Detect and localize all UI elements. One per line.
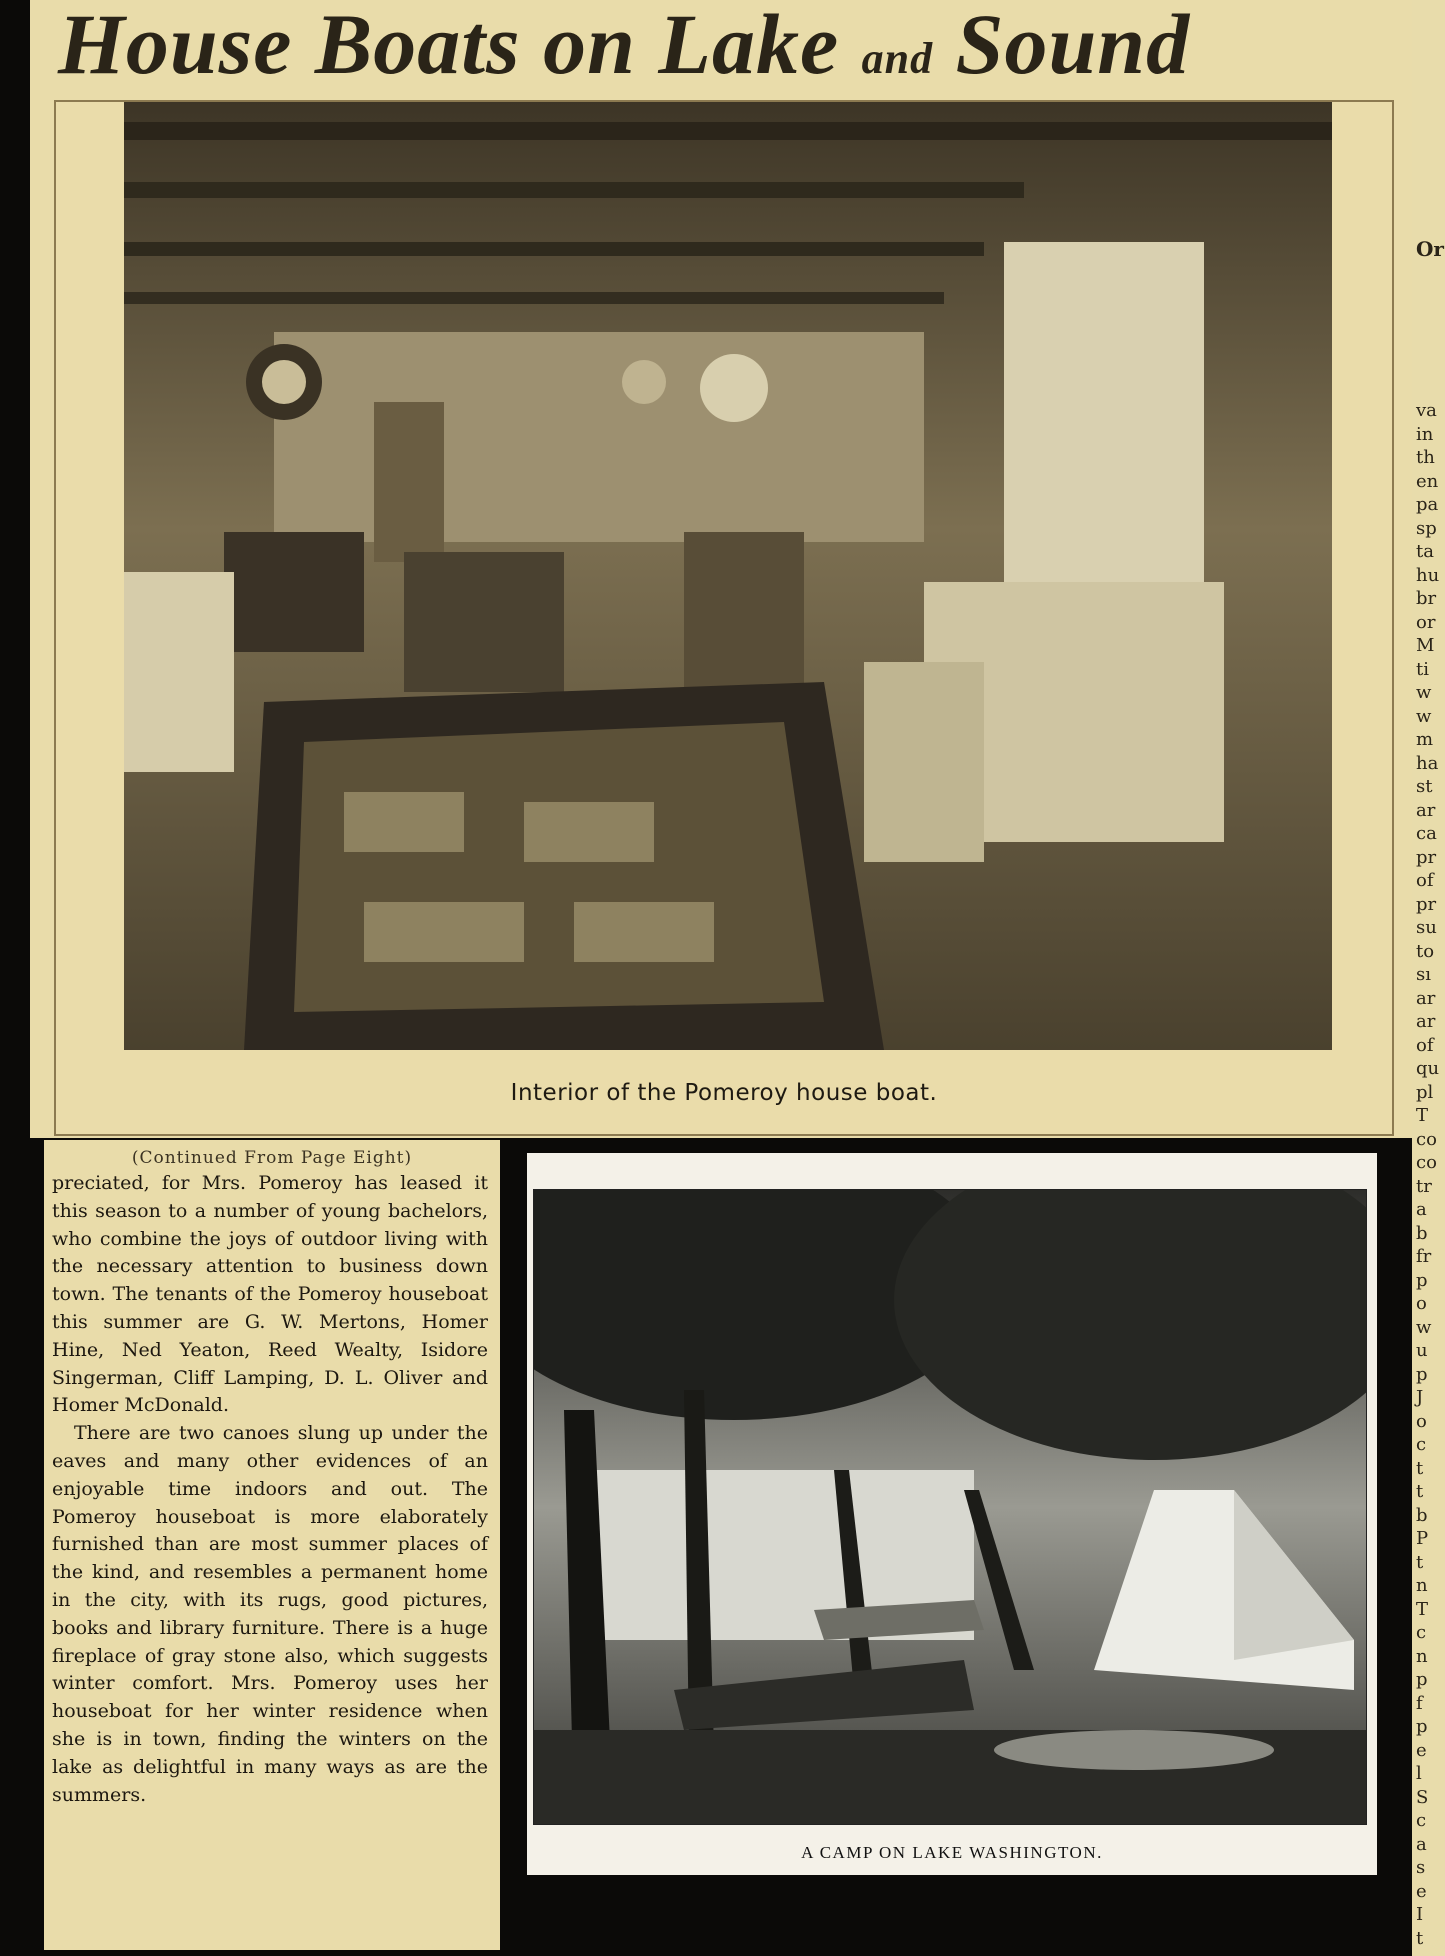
- column-fragment-text: t: [1416, 1457, 1424, 1479]
- column-fragment-text: br: [1416, 588, 1437, 609]
- column-fragment-text: pr: [1416, 846, 1437, 868]
- column-fragment-text: p: [1416, 1716, 1428, 1737]
- column-fragment-text: u: [1416, 1340, 1428, 1361]
- column-fragment-text: e: [1416, 1739, 1427, 1761]
- column-fragment-text: co: [1416, 1152, 1437, 1173]
- adjacent-column-fragment: [1412, 0, 1445, 1956]
- column-fragment-text: tr: [1416, 1175, 1432, 1197]
- column-fragment-text: hu: [1416, 564, 1440, 586]
- camp-photo-clipping: [527, 1153, 1377, 1875]
- headline: [58, 0, 1418, 94]
- column-fragment-text: in: [1416, 423, 1434, 445]
- column-fragment-text: pr: [1416, 893, 1437, 915]
- column-fragment-text: c: [1416, 1434, 1427, 1455]
- column-fragment-text: b: [1416, 1222, 1428, 1244]
- column-fragment-text: or: [1416, 611, 1436, 633]
- headline-connector: and: [861, 34, 934, 83]
- column-fragment-text: sı: [1416, 964, 1431, 985]
- column-fragment-text: f: [1416, 1692, 1423, 1714]
- column-fragment-text: of: [1416, 870, 1434, 891]
- column-fragment-text: o: [1416, 1410, 1427, 1432]
- column-fragment-text: of: [1416, 1034, 1434, 1056]
- column-fragment-text: I: [1416, 1904, 1424, 1925]
- column-fragment-text: p: [1416, 1669, 1428, 1690]
- column-fragment-text: M: [1416, 635, 1435, 656]
- column-fragment-text: pl: [1416, 1081, 1434, 1103]
- column-fragment-text: Or: [1416, 237, 1444, 261]
- column-fragment-text: t: [1416, 1551, 1424, 1573]
- column-fragment-text: c: [1416, 1810, 1427, 1831]
- camp-photo-caption: A CAMP ON LAKE WASHINGTON.: [801, 1843, 1103, 1862]
- column-fragment-text: fr: [1416, 1246, 1432, 1267]
- column-fragment-text: t: [1416, 1481, 1424, 1502]
- column-fragment-text: pa: [1416, 494, 1439, 515]
- column-fragment-text: s: [1416, 1857, 1426, 1878]
- column-fragment-text: n: [1416, 1645, 1428, 1667]
- column-fragment-text: va: [1416, 400, 1437, 421]
- column-fragment-text: ar: [1416, 987, 1436, 1009]
- article-paragraph: preciated, for Mrs. Pomeroy has leased it this season to a number of young bachelors, who combine the joys of outdoor living with the necessary attention to business down town. The tenants of the Pomeroy houseboat this summer are G. W. Mertons, Homer Hine, Ned Yeaton, Reed Wealty, Isidore Singerman, Cliff Lamping, D. L. Oliver and Homer McDonald.: [52, 1172, 488, 1417]
- article-paragraph: There are two canoes slung up under the eaves and many other evidences of an enjoyable time indoors and out. The Pomeroy houseboat is more elaborately furnished than are most summer places of the kind, and resembles a permanent home in the city, with its rugs, good pictures, books and library furniture. There is a huge fireplace of gray stone also, which suggests winter comfort. Mrs. Pomeroy uses her houseboat for her winter residence when she is in town, finding the winters on the lake as delightful in many ways as are the summers.: [52, 1422, 488, 1806]
- interior-photo: [124, 102, 1332, 1050]
- article-body: [52, 1170, 488, 1809]
- column-fragment-text: a: [1416, 1833, 1427, 1855]
- column-fragment-text: b: [1416, 1504, 1428, 1526]
- column-fragment-text: a: [1416, 1199, 1427, 1220]
- column-fragment-text: en: [1416, 470, 1439, 492]
- column-fragment-text: sp: [1416, 517, 1437, 539]
- headline-part1: House Boats on Lake: [58, 0, 840, 92]
- column-fragment-text: n: [1416, 1575, 1428, 1596]
- column-fragment-text: ti: [1416, 658, 1429, 680]
- column-fragment-text: c: [1416, 1622, 1427, 1643]
- column-fragment-text: m: [1416, 729, 1434, 750]
- column-fragment-text: T: [1416, 1105, 1429, 1126]
- column-fragment-text: e: [1416, 1880, 1427, 1902]
- column-fragment-text: ta: [1416, 541, 1434, 562]
- continued-label: (Continued From Page Eight): [131, 1148, 413, 1168]
- headline-part2: Sound: [955, 0, 1191, 92]
- interior-photo-frame: [54, 100, 1394, 1136]
- column-fragment-text: T: [1416, 1598, 1429, 1620]
- column-fragment-text: o: [1416, 1293, 1427, 1314]
- column-fragment-text: ar: [1416, 1011, 1436, 1032]
- column-fragment-text: to: [1416, 940, 1435, 962]
- column-fragment-text: l: [1416, 1763, 1422, 1784]
- article-continuation: [44, 1140, 500, 1950]
- column-fragment-text: qu: [1416, 1058, 1440, 1079]
- column-fragment-text: J: [1416, 1387, 1424, 1408]
- column-fragment-text: S: [1416, 1786, 1429, 1808]
- column-fragment-text: su: [1416, 917, 1437, 938]
- column-fragment-text: ar: [1416, 799, 1436, 821]
- column-fragment-text: th: [1416, 447, 1435, 468]
- column-fragment-text: P: [1416, 1528, 1429, 1549]
- column-fragment-text: ha: [1416, 752, 1439, 774]
- column-fragment-text: w: [1416, 682, 1432, 703]
- column-fragment-text: st: [1416, 776, 1433, 797]
- column-fragment-text: w: [1416, 705, 1432, 727]
- camp-photo: [533, 1189, 1367, 1825]
- column-fragment-text: p: [1416, 1363, 1428, 1385]
- column-fragment-text: p: [1416, 1269, 1428, 1291]
- column-fragment-text: co: [1416, 1128, 1437, 1150]
- newspaper-clipping-top: [30, 0, 1412, 1138]
- column-fragment-text: t: [1416, 1927, 1424, 1949]
- interior-photo-caption: Interior of the Pomeroy house boat.: [510, 1080, 938, 1106]
- column-fragment-text: ca: [1416, 823, 1437, 844]
- column-fragment-text: w: [1416, 1316, 1432, 1338]
